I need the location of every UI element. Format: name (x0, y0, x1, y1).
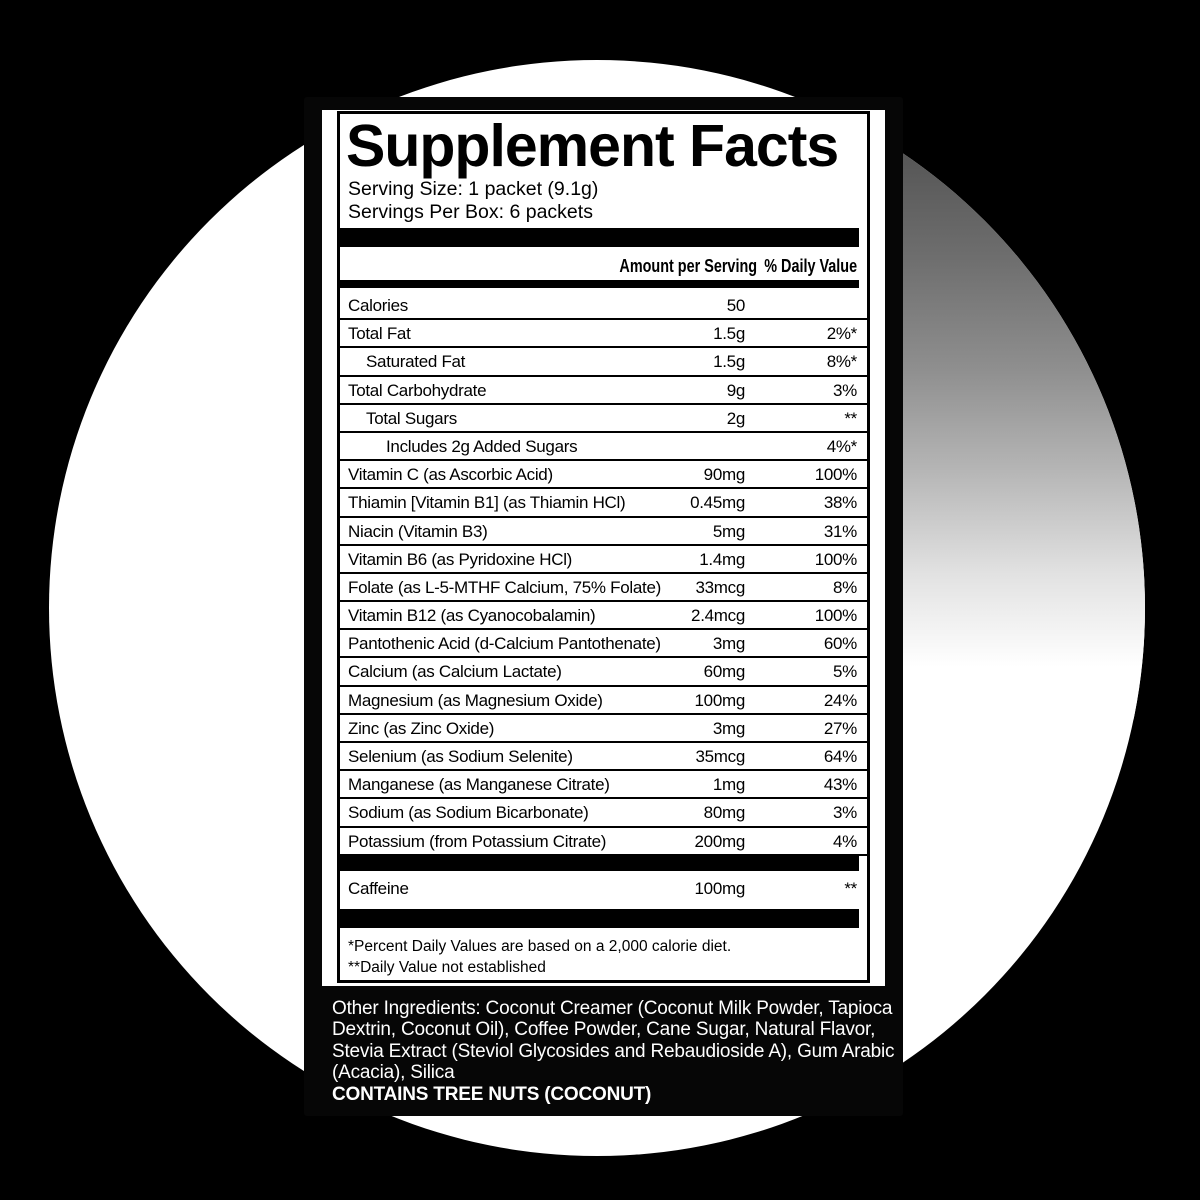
table-row (340, 377, 867, 405)
separator-bar-header (340, 280, 859, 288)
nutrient-daily-value: ** (844, 408, 857, 428)
table-row (340, 433, 867, 461)
table-row (340, 799, 867, 827)
nutrient-daily-value: 64% (823, 747, 857, 766)
nutrient-amount: 90mg (703, 465, 745, 485)
nutrient-name: Potassium (from Potassium Citrate) (348, 831, 607, 851)
nutrient-amount: 200mg (694, 831, 745, 851)
separator-bar-above-caffeine (340, 856, 859, 871)
facts-panel (322, 110, 885, 986)
table-row (340, 546, 867, 574)
nutrient-name: Total Fat (348, 324, 411, 344)
nutrient-amount: 100mg (694, 690, 745, 710)
nutrient-name: Saturated Fat (366, 352, 466, 372)
nutrient-name: Vitamin B12 (as Cyanocobalamin) (348, 606, 596, 626)
nutrient-amount: 60mg (703, 662, 745, 682)
nutrient-name: Calories (348, 296, 408, 315)
table-row (340, 348, 867, 376)
amount-column-header: Amount per Serving (619, 256, 757, 276)
table-row (340, 320, 867, 348)
nutrient-daily-value: 100% (814, 549, 857, 569)
nutrient-daily-value: 8%* (826, 352, 857, 372)
nutrient-amount: 80mg (703, 803, 745, 823)
nutrient-daily-value: 2%* (826, 324, 857, 344)
nutrient-name: Pantothenic Acid (d-Calcium Pantothenate) (348, 634, 661, 654)
table-row (340, 687, 867, 715)
table-row (340, 602, 867, 630)
nutrient-daily-value: 27% (823, 718, 857, 738)
nutrient-daily-value: 31% (823, 521, 857, 541)
separator-bar-top (340, 228, 859, 247)
nutrient-daily-value: 100% (814, 606, 857, 626)
other-ingredients-text: Other Ingredients: Coconut Creamer (Coconut Milk Powder, Tapioca Dextrin, Coconut Oil), Coffee Powder, Cane Sugar, Natural Flavor, Stevia Extract (Steviol Glycosides and Rebaudioside A), Gum Arabic (Acacia), Silica (332, 998, 895, 1084)
separator-bar-below-caffeine (340, 909, 859, 928)
table-row (340, 574, 867, 602)
nutrient-daily-value: 43% (823, 775, 857, 795)
nutrient-amount: 9g (726, 380, 745, 400)
nutrient-amount: 1.5g (713, 352, 745, 372)
nutrient-name: Niacin (Vitamin B3) (348, 521, 488, 541)
nutrient-daily-value: 4%* (826, 436, 857, 456)
nutrient-amount: 5mg (712, 521, 745, 541)
table-row (340, 518, 867, 546)
table-row (340, 461, 867, 489)
nutrient-name: Magnesium (as Magnesium Oxide) (348, 690, 603, 710)
nutrient-amount: 3mg (712, 634, 745, 654)
nutrient-daily-value: 100% (814, 465, 857, 485)
panel-title: Supplement Facts (346, 113, 839, 179)
nutrient-table (340, 292, 867, 856)
nutrient-name: Folate (as L-5-MTHF Calcium, 75% Folate) (348, 577, 661, 597)
table-row (340, 828, 867, 856)
nutrient-daily-value: 60% (823, 634, 857, 654)
nutrient-daily-value: 8% (833, 577, 857, 597)
table-row (340, 771, 867, 799)
nutrient-name: Caffeine (348, 879, 409, 898)
nutrient-amount: 1mg (712, 775, 745, 795)
nutrient-name: Vitamin B6 (as Pyridoxine HCl) (348, 549, 573, 569)
column-header-row (619, 256, 857, 278)
nutrient-amount: 35mcg (695, 747, 745, 766)
nutrient-name: Selenium (as Sodium Selenite) (348, 747, 573, 766)
nutrient-name: Includes 2g Added Sugars (386, 436, 578, 456)
footnote-daily-value-not-established: **Daily Value not established (348, 959, 546, 976)
table-row (340, 715, 867, 743)
facts-table-border (337, 111, 870, 983)
nutrient-name: Sodium (as Sodium Bicarbonate) (348, 803, 589, 823)
nutrient-amount: 0.45mg (690, 493, 745, 513)
servings-per-box-line: Servings Per Box: 6 packets (348, 201, 593, 223)
nutrient-name: Total Carbohydrate (348, 380, 487, 400)
nutrient-amount: 50 (726, 296, 745, 315)
nutrient-daily-value: 24% (823, 690, 857, 710)
table-row (340, 658, 867, 686)
table-row (340, 405, 867, 433)
supplement-label (304, 97, 903, 1116)
table-row (340, 489, 867, 517)
footnote-percent-daily-values: *Percent Daily Values are based on a 2,000 calorie diet. (348, 938, 732, 955)
nutrient-name: Calcium (as Calcium Lactate) (348, 662, 562, 682)
table-row (340, 292, 867, 320)
allergen-contains-line: CONTAINS TREE NUTS (COCONUT) (332, 1083, 652, 1105)
nutrient-name: Zinc (as Zinc Oxide) (348, 718, 495, 738)
circle-shading-gradient (903, 60, 1145, 720)
nutrient-amount: 100mg (694, 879, 745, 898)
nutrient-amount: 2.4mcg (691, 606, 745, 626)
table-row (340, 630, 867, 658)
daily-value-column-header: % Daily Value (764, 256, 857, 276)
nutrient-daily-value: 3% (833, 803, 857, 823)
nutrient-amount: 33mcg (695, 577, 745, 597)
table-row (340, 743, 867, 771)
nutrient-daily-value: 4% (833, 831, 857, 851)
serving-size-line: Serving Size: 1 packet (9.1g) (348, 178, 599, 200)
nutrient-daily-value: ** (844, 879, 857, 898)
other-ingredients-block (332, 998, 900, 1105)
nutrient-amount: 3mg (712, 718, 745, 738)
nutrient-amount: 2g (726, 408, 745, 428)
nutrient-name: Manganese (as Manganese Citrate) (348, 775, 610, 795)
nutrient-name: Total Sugars (366, 408, 457, 428)
nutrient-amount: 1.5g (713, 324, 745, 344)
nutrient-daily-value: 3% (833, 380, 857, 400)
nutrient-name: Thiamin [Vitamin B1] (as Thiamin HCl) (348, 493, 626, 513)
nutrient-amount: 1.4mg (699, 549, 745, 569)
nutrient-daily-value: 5% (833, 662, 857, 682)
nutrient-daily-value: 38% (823, 493, 857, 513)
nutrient-name: Vitamin C (as Ascorbic Acid) (348, 465, 553, 485)
table-row-caffeine (340, 871, 867, 909)
